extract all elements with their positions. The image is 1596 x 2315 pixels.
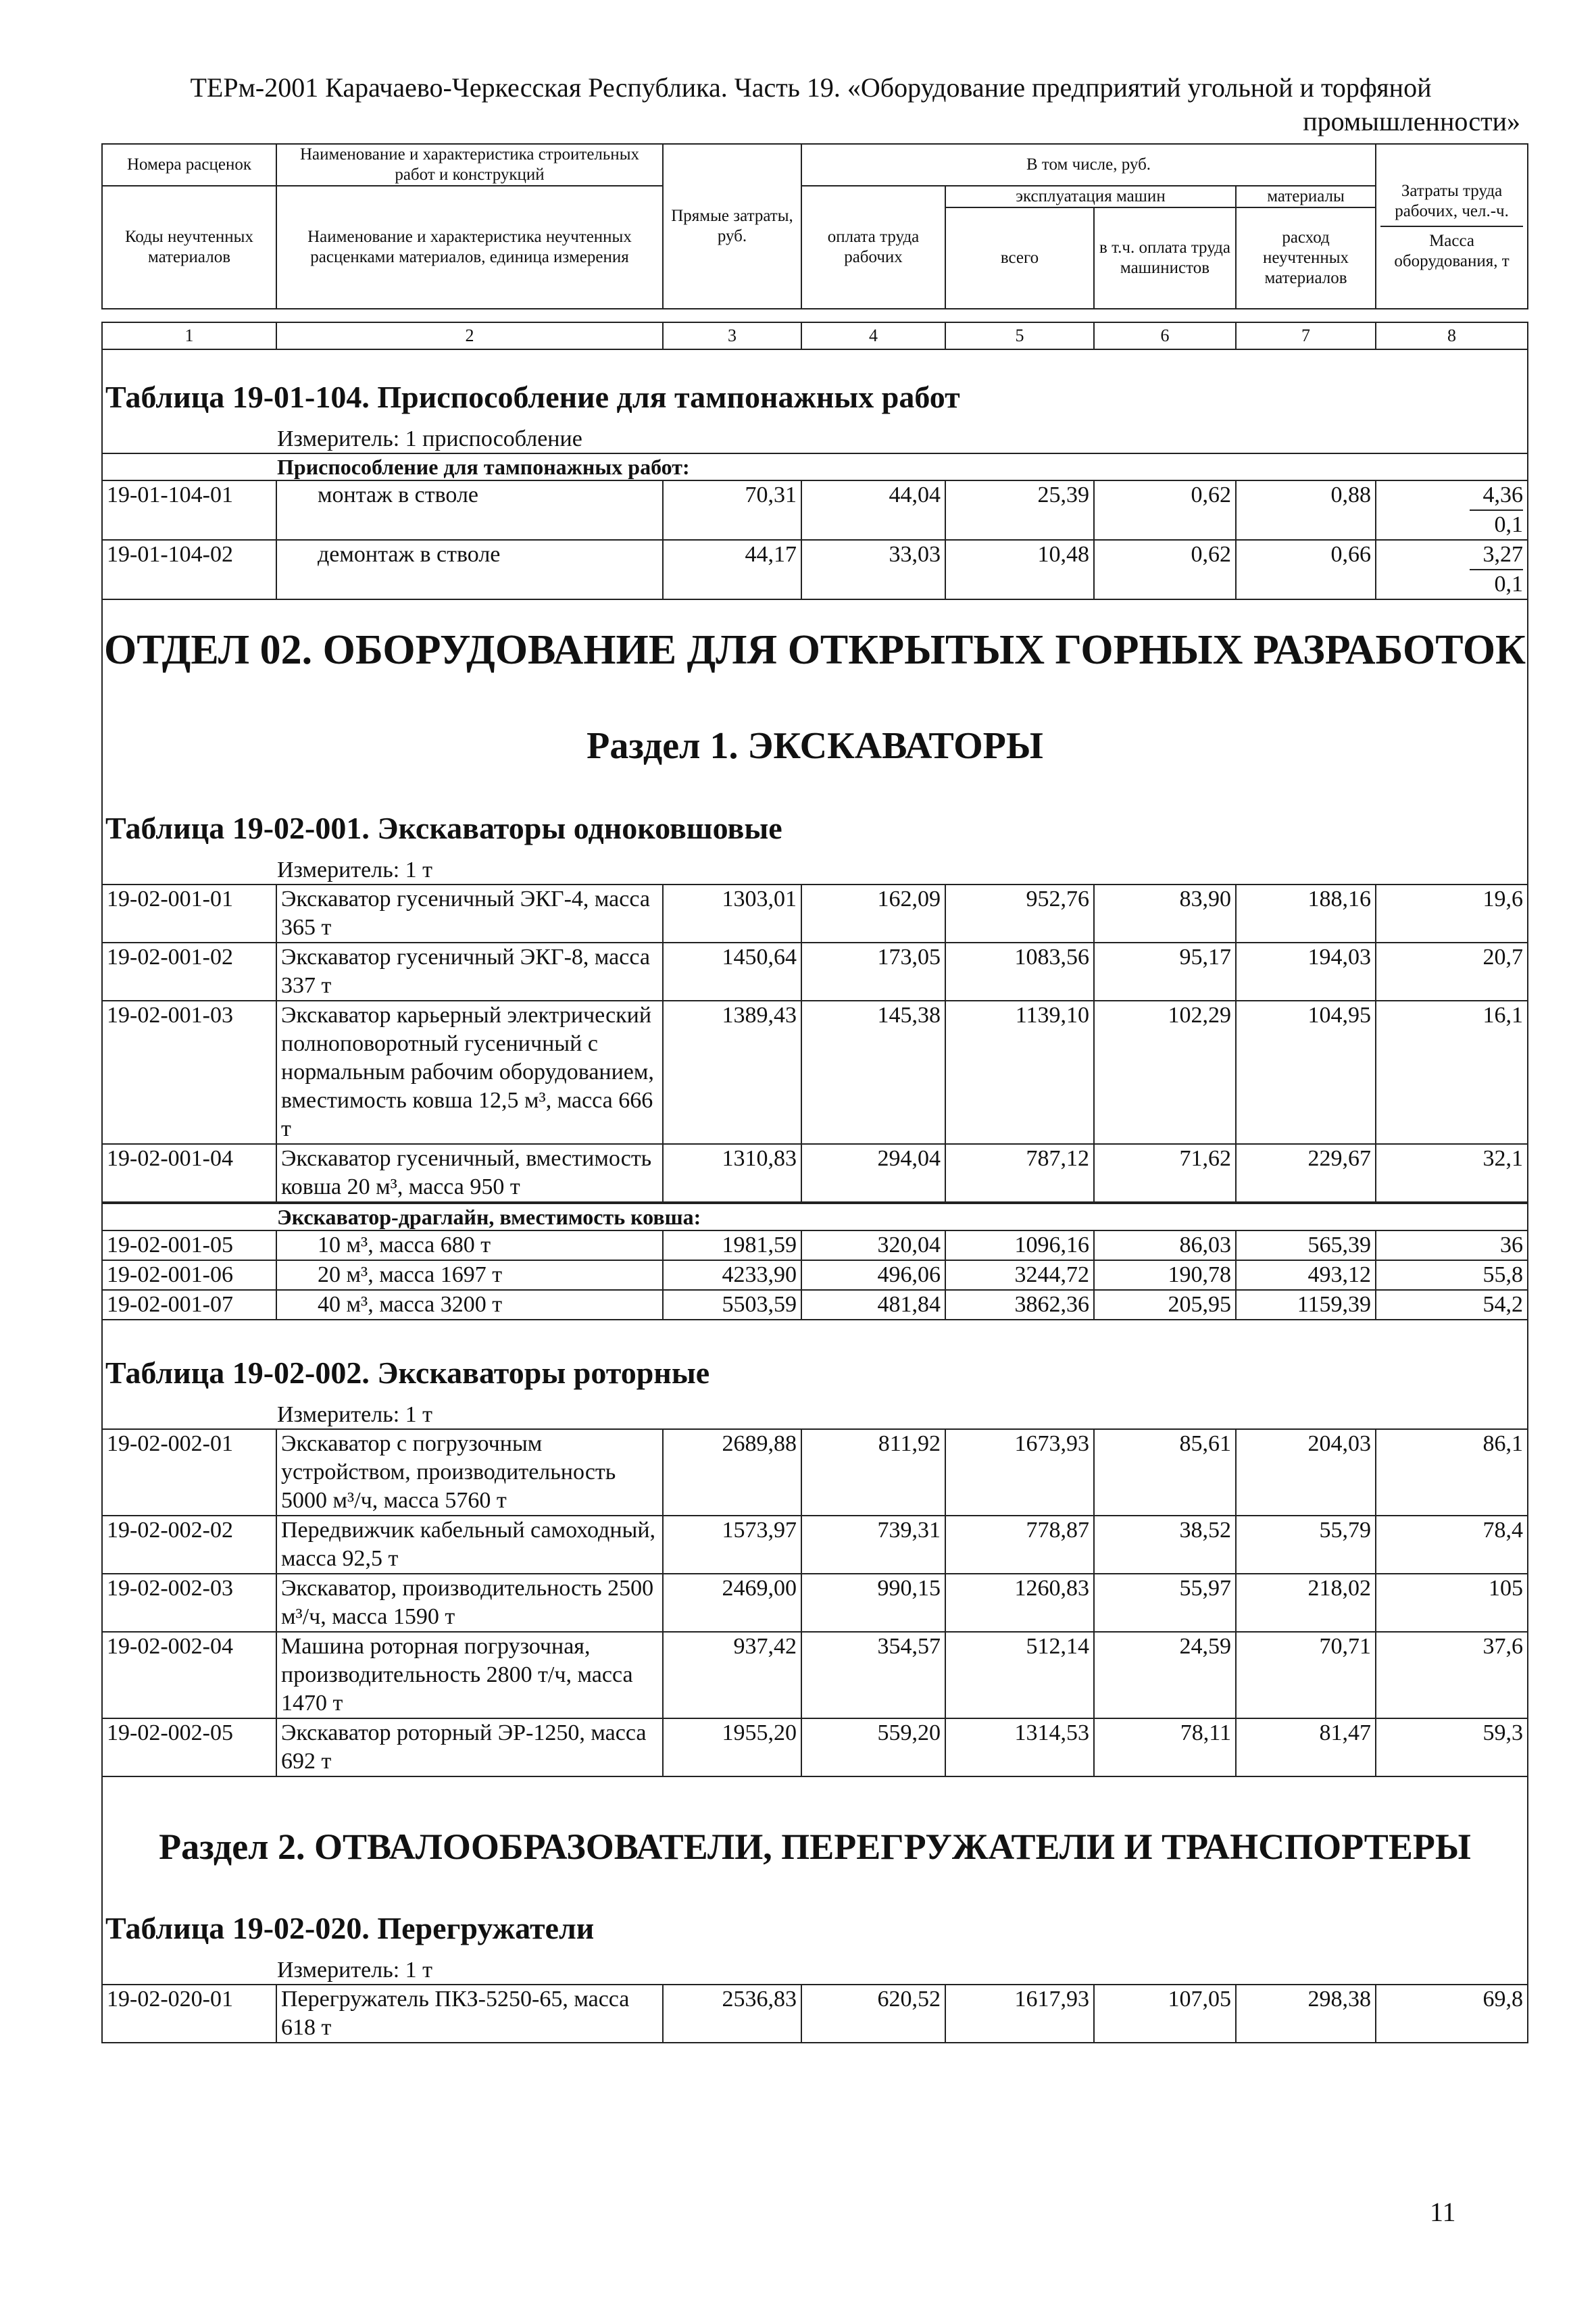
header-row-1 — [102, 144, 1528, 186]
worker-pay: 320,04 — [801, 1230, 945, 1260]
table-row — [102, 1290, 1528, 1320]
machine-total: 1139,10 — [945, 1001, 1094, 1144]
table-row — [102, 1260, 1528, 1290]
machine-total: 10,48 — [945, 540, 1094, 599]
table-row — [102, 1574, 1528, 1632]
machine-total: 1083,56 — [945, 943, 1094, 1001]
machine-total: 512,14 — [945, 1632, 1094, 1718]
group-label: Приспособление для тампонажных работ: — [103, 453, 1527, 480]
labor-value: 37,6 — [1376, 1632, 1528, 1718]
rate-code: 19-02-002-03 — [102, 1574, 276, 1632]
mass-value: 0,1 — [1494, 572, 1524, 597]
direct-cost: 1389,43 — [663, 1001, 801, 1144]
machinist-pay: 0,62 — [1094, 540, 1236, 599]
table-row — [102, 885, 1528, 943]
col1-top-header: Номера расценок — [102, 144, 276, 186]
machinist-pay: 102,29 — [1094, 1001, 1236, 1144]
materials-cost: 188,16 — [1236, 885, 1376, 943]
machine-total: 952,76 — [945, 885, 1094, 943]
machinist-pay: 107,05 — [1094, 1985, 1236, 2043]
labor-value: 105 — [1376, 1574, 1528, 1632]
machine-total: 1673,93 — [945, 1429, 1094, 1516]
page-number: 11 — [1430, 2197, 1456, 2227]
worker-pay: 990,15 — [801, 1574, 945, 1632]
table-title-row — [102, 1320, 1528, 1429]
table-row — [102, 943, 1528, 1001]
rate-name: Перегружатель ПКЗ-5250-65, масса 618 т — [276, 1985, 663, 2043]
rate-code: 19-02-001-07 — [102, 1290, 276, 1320]
rate-name: Передвижчик кабельный самоходный, масса 92,5 т — [276, 1516, 663, 1574]
rate-name: монтаж в стволе — [276, 480, 663, 540]
labor-value: 59,3 — [1376, 1718, 1528, 1776]
page-header — [101, 71, 1520, 139]
labor-value: 69,8 — [1376, 1985, 1528, 2043]
labor-value: 54,2 — [1376, 1290, 1528, 1320]
machinist-pay: 83,90 — [1094, 885, 1236, 943]
mass-value: 0,1 — [1494, 512, 1524, 537]
column-numbers-row — [102, 322, 1528, 349]
materials-cost: 0,66 — [1236, 540, 1376, 599]
table-row — [102, 1230, 1528, 1260]
col1-bottom-header: Коды неучтенных материалов — [102, 186, 276, 309]
group-row — [102, 1202, 1528, 1230]
meter-label: Измеритель: 1 т — [277, 857, 433, 882]
col-number: 3 — [663, 322, 801, 349]
table-row — [102, 1516, 1528, 1574]
labor-mass-cell — [1376, 540, 1528, 599]
materials-cost: 70,71 — [1236, 1632, 1376, 1718]
col-number: 6 — [1094, 322, 1236, 349]
table-body-19-02-002 — [102, 1429, 1528, 1776]
header-gap — [102, 309, 1528, 322]
direct-cost: 5503,59 — [663, 1290, 801, 1320]
labor-value: 16,1 — [1376, 1001, 1528, 1144]
meter-label: Измеритель: 1 т — [277, 1958, 433, 1983]
rate-name: Экскаватор гусеничный ЭКГ-4, масса 365 т — [276, 885, 663, 943]
direct-cost: 1310,83 — [663, 1144, 801, 1202]
table-title: Таблица 19-02-001. Экскаваторы одноковшовые — [105, 811, 782, 845]
labor-value: 32,1 — [1376, 1144, 1528, 1202]
col6-header: в т.ч. оплата труда машинистов — [1094, 207, 1236, 309]
table-title: Таблица 19-01-104. Приспособление для тампонажных работ — [105, 380, 960, 414]
materials-cost: 218,02 — [1236, 1574, 1376, 1632]
rate-code: 19-02-001-05 — [102, 1230, 276, 1260]
table-body-19-02-001-dragline — [102, 1230, 1528, 1320]
rates-table — [101, 143, 1528, 2043]
machine-total: 1096,16 — [945, 1230, 1094, 1260]
materials-cost: 298,38 — [1236, 1985, 1376, 2043]
direct-cost: 44,17 — [663, 540, 801, 599]
machinist-pay: 0,62 — [1094, 480, 1236, 540]
col5-header: всего — [945, 207, 1094, 309]
direct-cost: 4233,90 — [663, 1260, 801, 1290]
table-row — [102, 1718, 1528, 1776]
labor-value: 36 — [1376, 1230, 1528, 1260]
rate-code: 19-02-002-01 — [102, 1429, 276, 1516]
meter-label: Измеритель: 1 приспособление — [277, 426, 582, 451]
materials-cost: 55,79 — [1236, 1516, 1376, 1574]
direct-cost: 1303,01 — [663, 885, 801, 943]
materials-cost: 81,47 — [1236, 1718, 1376, 1776]
rate-name: Экскаватор роторный ЭР-1250, масса 692 т — [276, 1718, 663, 1776]
section-heading-row — [102, 599, 1528, 885]
worker-pay: 481,84 — [801, 1290, 945, 1320]
rate-name: Экскаватор, производительность 2500 м³/ч, масса 1590 т — [276, 1574, 663, 1632]
rate-code: 19-02-020-01 — [102, 1985, 276, 2043]
col-number: 5 — [945, 322, 1094, 349]
worker-pay: 294,04 — [801, 1144, 945, 1202]
header-line-1: ТЕРм-2001 Карачаево-Черкесская Республика. Часть 19. «Оборудование предприятий угольной и торфяной — [190, 72, 1432, 103]
rate-code: 19-01-104-02 — [102, 540, 276, 599]
rate-name: Экскаватор гусеничный ЭКГ-8, масса 337 т — [276, 943, 663, 1001]
machine-total: 778,87 — [945, 1516, 1094, 1574]
machine-total: 787,12 — [945, 1144, 1094, 1202]
rate-code: 19-02-001-02 — [102, 943, 276, 1001]
materials-cost: 1159,39 — [1236, 1290, 1376, 1320]
col8-top-label: Затраты труда рабочих, чел.-ч. — [1395, 182, 1509, 220]
rate-name: демонтаж в стволе — [276, 540, 663, 599]
col-number: 7 — [1236, 322, 1376, 349]
col8-divider — [1380, 226, 1523, 227]
machinist-pay: 95,17 — [1094, 943, 1236, 1001]
table-title: Таблица 19-02-020. Перегружатели — [105, 1911, 595, 1945]
materials-cost: 0,88 — [1236, 480, 1376, 540]
labor-value: 55,8 — [1376, 1260, 1528, 1290]
worker-pay: 811,92 — [801, 1429, 945, 1516]
meter-label: Измеритель: 1 т — [277, 1402, 433, 1427]
materials-cost: 204,03 — [1236, 1429, 1376, 1516]
machinist-pay: 190,78 — [1094, 1260, 1236, 1290]
col-number: 2 — [276, 322, 663, 349]
table-row — [102, 1632, 1528, 1718]
otdel-heading: ОТДЕЛ 02. ОБОРУДОВАНИЕ ДЛЯ ОТКРЫТЫХ ГОРНЫХ РАЗРАБОТОК — [104, 627, 1526, 673]
direct-cost: 1450,64 — [663, 943, 801, 1001]
worker-pay: 44,04 — [801, 480, 945, 540]
col3-header: Прямые затраты, руб. — [663, 144, 801, 309]
rate-name: Экскаватор карьерный электрический полноповоротный гусеничный с нормальным рабочим оборудованием, вместимость ковша 12,5 м³, масса 666 т — [276, 1001, 663, 1144]
labor-value: 3,27 — [1470, 541, 1524, 570]
col-number: 8 — [1376, 322, 1528, 349]
col-number: 1 — [102, 322, 276, 349]
incl-header: В том числе, руб. — [801, 144, 1376, 186]
rate-name: 10 м³, масса 680 т — [276, 1230, 663, 1260]
machinist-pay: 71,62 — [1094, 1144, 1236, 1202]
rate-code: 19-02-001-01 — [102, 885, 276, 943]
materials-cost: 229,67 — [1236, 1144, 1376, 1202]
machine-total: 1260,83 — [945, 1574, 1094, 1632]
worker-pay: 354,57 — [801, 1632, 945, 1718]
col-number: 4 — [801, 322, 945, 349]
machinist-pay: 205,95 — [1094, 1290, 1236, 1320]
table-row — [102, 480, 1528, 540]
col8-header — [1376, 144, 1528, 309]
direct-cost: 2689,88 — [663, 1429, 801, 1516]
table-row — [102, 1985, 1528, 2043]
rate-code: 19-01-104-01 — [102, 480, 276, 540]
table-row — [102, 1429, 1528, 1516]
col4-header: оплата труда рабочих — [801, 186, 945, 309]
razdel-heading: Раздел 1. ЭКСКАВАТОРЫ — [587, 725, 1043, 767]
table-title-row — [102, 349, 1528, 480]
col7-header: расход неучтенных материалов — [1236, 207, 1376, 309]
rate-name: Экскаватор гусеничный, вместимость ковша 20 м³, масса 950 т — [276, 1144, 663, 1202]
worker-pay: 162,09 — [801, 885, 945, 943]
razdel-heading: Раздел 2. ОТВАЛООБРАЗОВАТЕЛИ, ПЕРЕГРУЖАТЕЛИ И ТРАНСПОРТЕРЫ — [159, 1826, 1471, 1867]
table-row — [102, 1001, 1528, 1144]
worker-pay: 559,20 — [801, 1718, 945, 1776]
col2-bottom-header: Наименование и характеристика неучтенных расценками материалов, единица измерения — [276, 186, 663, 309]
worker-pay: 145,38 — [801, 1001, 945, 1144]
machine-total: 1314,53 — [945, 1718, 1094, 1776]
rate-code: 19-02-002-02 — [102, 1516, 276, 1574]
header-line-2: промышленности» — [1303, 106, 1520, 136]
direct-cost: 1573,97 — [663, 1516, 801, 1574]
rate-code: 19-02-001-04 — [102, 1144, 276, 1202]
table-row — [102, 1144, 1528, 1202]
header-row-2 — [102, 186, 1528, 207]
rate-name: 40 м³, масса 3200 т — [276, 1290, 663, 1320]
worker-pay: 173,05 — [801, 943, 945, 1001]
rate-name: Машина роторная погрузочная, производительность 2800 т/ч, масса 1470 т — [276, 1632, 663, 1718]
machine-total: 3244,72 — [945, 1260, 1094, 1290]
labor-mass-cell — [1376, 480, 1528, 540]
labor-value: 19,6 — [1376, 885, 1528, 943]
worker-pay: 496,06 — [801, 1260, 945, 1290]
rate-name: 20 м³, масса 1697 т — [276, 1260, 663, 1290]
direct-cost: 937,42 — [663, 1632, 801, 1718]
table-row — [102, 540, 1528, 599]
labor-value: 20,7 — [1376, 943, 1528, 1001]
table-title: Таблица 19-02-002. Экскаваторы роторные — [105, 1355, 710, 1390]
machines-header: эксплуатация машин — [945, 186, 1236, 207]
machinist-pay: 78,11 — [1094, 1718, 1236, 1776]
direct-cost: 2536,83 — [663, 1985, 801, 2043]
materials-cost: 565,39 — [1236, 1230, 1376, 1260]
col2-top-header: Наименование и характеристика строительных работ и конструкций — [276, 144, 663, 186]
direct-cost: 70,31 — [663, 480, 801, 540]
machine-total: 25,39 — [945, 480, 1094, 540]
rate-code: 19-02-002-04 — [102, 1632, 276, 1718]
machinist-pay: 24,59 — [1094, 1632, 1236, 1718]
rate-code: 19-02-002-05 — [102, 1718, 276, 1776]
table-body-19-02-020 — [102, 1985, 1528, 2043]
table-body-19-02-001 — [102, 885, 1528, 1202]
rate-name: Экскаватор с погрузочным устройством, производительность 5000 м³/ч, масса 5760 т — [276, 1429, 663, 1516]
machinist-pay: 86,03 — [1094, 1230, 1236, 1260]
materials-header: материалы — [1236, 186, 1376, 207]
rate-code: 19-02-001-03 — [102, 1001, 276, 1144]
machine-total: 3862,36 — [945, 1290, 1094, 1320]
direct-cost: 1981,59 — [663, 1230, 801, 1260]
machine-total: 1617,93 — [945, 1985, 1094, 2043]
materials-cost: 194,03 — [1236, 943, 1376, 1001]
labor-value: 4,36 — [1470, 481, 1524, 511]
direct-cost: 1955,20 — [663, 1718, 801, 1776]
machinist-pay: 85,61 — [1094, 1429, 1236, 1516]
labor-value: 78,4 — [1376, 1516, 1528, 1574]
machinist-pay: 55,97 — [1094, 1574, 1236, 1632]
worker-pay: 33,03 — [801, 540, 945, 599]
rate-code: 19-02-001-06 — [102, 1260, 276, 1290]
group-label: Экскаватор-драглайн, вместимость ковша: — [103, 1203, 1527, 1230]
direct-cost: 2469,00 — [663, 1574, 801, 1632]
worker-pay: 620,52 — [801, 1985, 945, 2043]
labor-value: 86,1 — [1376, 1429, 1528, 1516]
col8-bottom-label: Масса оборудования, т — [1394, 232, 1510, 270]
worker-pay: 739,31 — [801, 1516, 945, 1574]
machinist-pay: 38,52 — [1094, 1516, 1236, 1574]
materials-cost: 493,12 — [1236, 1260, 1376, 1290]
materials-cost: 104,95 — [1236, 1001, 1376, 1144]
section-heading-row — [102, 1776, 1528, 1985]
